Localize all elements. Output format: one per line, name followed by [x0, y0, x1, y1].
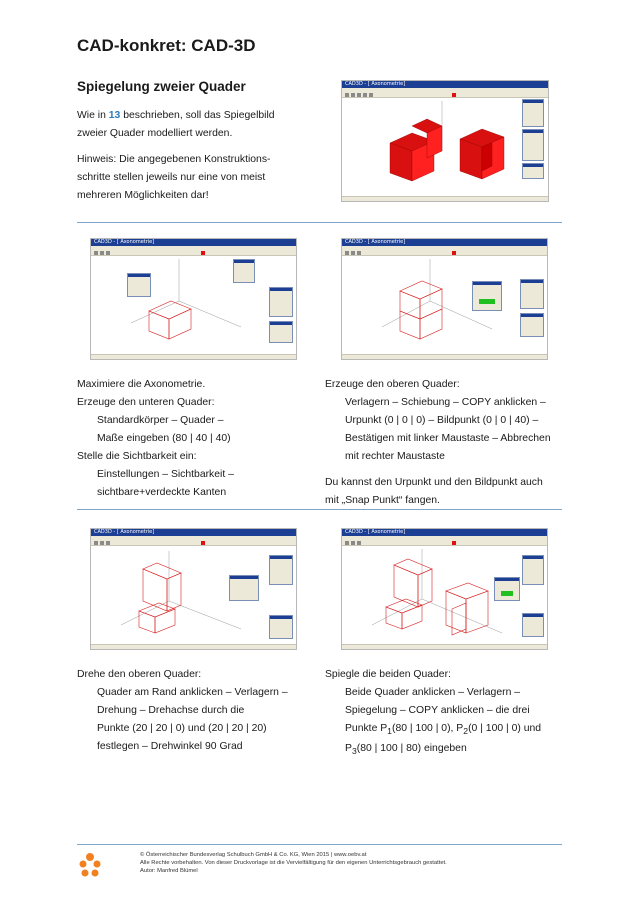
screenshot-step-4: CAD3D - [ Axonometrie] [341, 528, 548, 650]
page-title: CAD-konkret: CAD-3D [77, 36, 256, 55]
step-2-text: Erzeuge den oberen Quader: Verlagern – Schiebung – COPY anklicken – Urpunkt (0 | 0 | 0) – Bildpunkt (0 | 0 | 40) – Bestätigen mit linker Maustaste – Abbrechen mit rechter Maustaste Du kannst den Urpunkt und den Bildpunkt auch mit „Snap Punkt“ fangen. [325, 379, 551, 506]
tool-palette-1 [522, 99, 544, 127]
screenshot-step-3: CAD3D - [ Axonometrie] [90, 528, 297, 650]
window-title: CAD3D - [ Axonometrie] [345, 81, 406, 87]
divider-2 [77, 509, 562, 510]
point-line-2: $P_3(80$ | 100 | 80) eingeben [345, 743, 467, 757]
step-3-text: Drehe den oberen Quader: Quader am Rand anklicken – Verlagern – Drehung – Drehachse durch die Punkte (20 | 20 | 0) und (20 | 20 | 20) festlegen – Drehwinkel 90 Grad [77, 669, 288, 752]
solid-cuboids-drawing [342, 81, 549, 202]
copyright-line: © Österreichischer Bundesverlag Schulbuch GmbH & Co. KG, Wien 2015 | www.oebv.at [140, 852, 367, 858]
cuboid-drawing-1 [91, 239, 297, 360]
screenshot-result [341, 80, 549, 202]
intro-line-2: zweier Quader modelliert werden. [77, 128, 233, 139]
tool-palette-2 [522, 129, 544, 161]
divider-1 [77, 222, 562, 223]
reference-number: 13 [108, 110, 121, 121]
rights-line: Alle Rechte vorbehalten. Von dieser Druckvorlage ist die Vervielfältigung für den eigenen Unterrichtsgebrauch gestattet. [140, 860, 447, 866]
cuboid-drawing-3 [91, 529, 297, 650]
step-1-text: Maximiere die Axonometrie. Erzeuge den unteren Quader: Standardkörper – Quader – Maße eingeben (80 | 40 | 40) Stelle die Sichtbarkeit ein: Einstellungen – Sichtbarkeit – sichtbare+verdeckte Kanten [77, 379, 234, 498]
step-4-text: Spiegle die beiden Quader: Beide Quader anklicken – Verlagern – Spiegelung – COPY anklicken – die drei Punkte $P_1(80$ | 100 | 0), $P_2(0$ | 100 | 0) und $P_3(80$ | 100 | 80) eingeben [325, 666, 570, 760]
intro-line-1: Wie in 13 beschrieben, soll das Spiegelbild [77, 110, 275, 121]
screenshot-step-1: CAD3D - [ Axonometrie] [90, 238, 297, 360]
author-line: Autor: Manfred Blümel [140, 868, 198, 874]
intro-text [77, 107, 317, 205]
publisher-logo-icon [75, 848, 105, 878]
dialog-box [127, 273, 151, 297]
section-title: Spiegelung zweier Quader [77, 79, 246, 94]
hint-line-2: schritte stellen jeweils nur eine von meist [77, 172, 266, 183]
footer-divider [77, 844, 562, 845]
hint-line-3: mehreren Möglichkeiten dar! [77, 190, 209, 201]
tool-palette-3 [522, 163, 544, 179]
screenshot-step-2: CAD3D - [ Axonometrie] [341, 238, 548, 360]
point-line-1: Punkte $P_1(80$ | 100 | 0), $P_2(0$ | 100 | 0) und [345, 723, 542, 737]
cuboid-drawing-2 [342, 239, 548, 360]
hint-line-1: Hinweis: Die angegebenen Konstruktions- [77, 154, 271, 165]
